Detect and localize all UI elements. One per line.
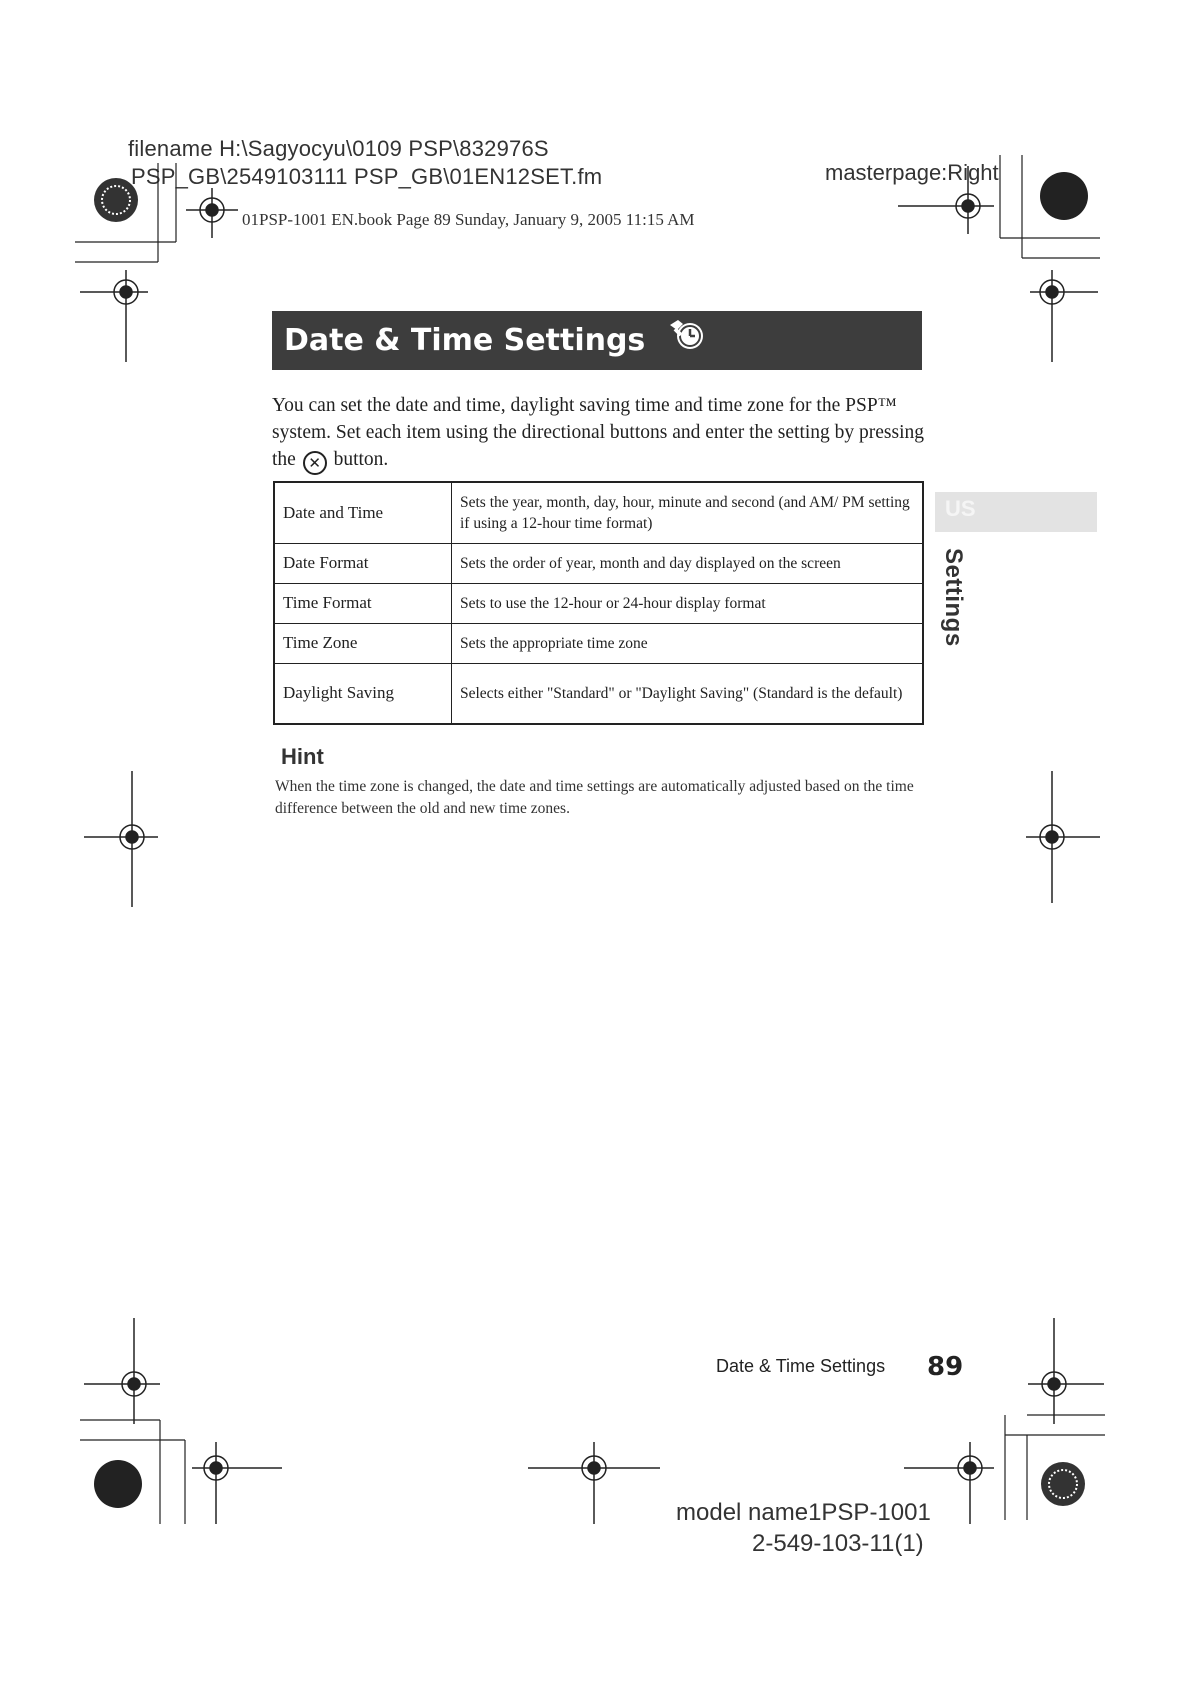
setting-name: Daylight Saving [274,663,452,724]
setting-description: Sets the year, month, day, hour, minute and second (and AM/ PM setting if using a 12-hour time format) [452,482,924,543]
settings-table [273,481,924,725]
table-row [274,543,923,583]
setting-description: Selects either "Standard" or "Daylight Saving" (Standard is the default) [452,663,924,724]
table-row [274,583,923,623]
table-row [274,623,923,663]
setting-name: Date Format [274,543,452,583]
page-number: 89 [927,1352,964,1382]
cross-button-icon: ✕ [303,451,327,475]
intro-text-part-1: You can set the date and time, daylight saving time and time zone for the PSP™ system. Set each item using the directional buttons and enter the setting by pressing the [272,395,925,470]
setting-name: Time Format [274,583,452,623]
intro-paragraph [272,392,932,475]
hint-text: When the time zone is changed, the date and time settings are automatically adjusted based on the time difference between the old and new time zones. [275,778,914,817]
book-info-line: 01PSP-1001 EN.book Page 89 Sunday, January 9, 2005 11:15 AM [242,210,695,229]
setting-description: Sets the appropriate time zone [452,623,924,663]
document-code: 2-549-103-11(1) [752,1530,924,1557]
table-row [274,482,923,543]
intro-text-part-2: button. [333,449,389,470]
section-title: Date & Time Settings [284,323,646,358]
filename-line-2: PSP_GB\2549103111 PSP_GB\01EN12SET.fm [131,164,603,189]
setting-description: Sets to use the 12-hour or 24-hour display format [452,583,924,623]
date-time-settings-icon [666,312,706,371]
side-tab-text: US [945,496,976,521]
side-section-label: Settings [940,548,967,647]
hint-title: Hint [281,744,324,769]
model-name: model name1PSP-1001 [676,1499,931,1526]
setting-name: Date and Time [274,482,452,543]
filename-line-1: filename H:\Sagyocyu\0109 PSP\832976S [128,136,549,161]
masterpage-label: masterpage:Right [825,160,999,185]
setting-name: Time Zone [274,623,452,663]
footer-section-title: Date & Time Settings [716,1356,886,1376]
section-title-bar [272,311,922,370]
color-register-icon [94,172,1088,1508]
table-row [274,663,923,724]
setting-description: Sets the order of year, month and day displayed on the screen [452,543,924,583]
